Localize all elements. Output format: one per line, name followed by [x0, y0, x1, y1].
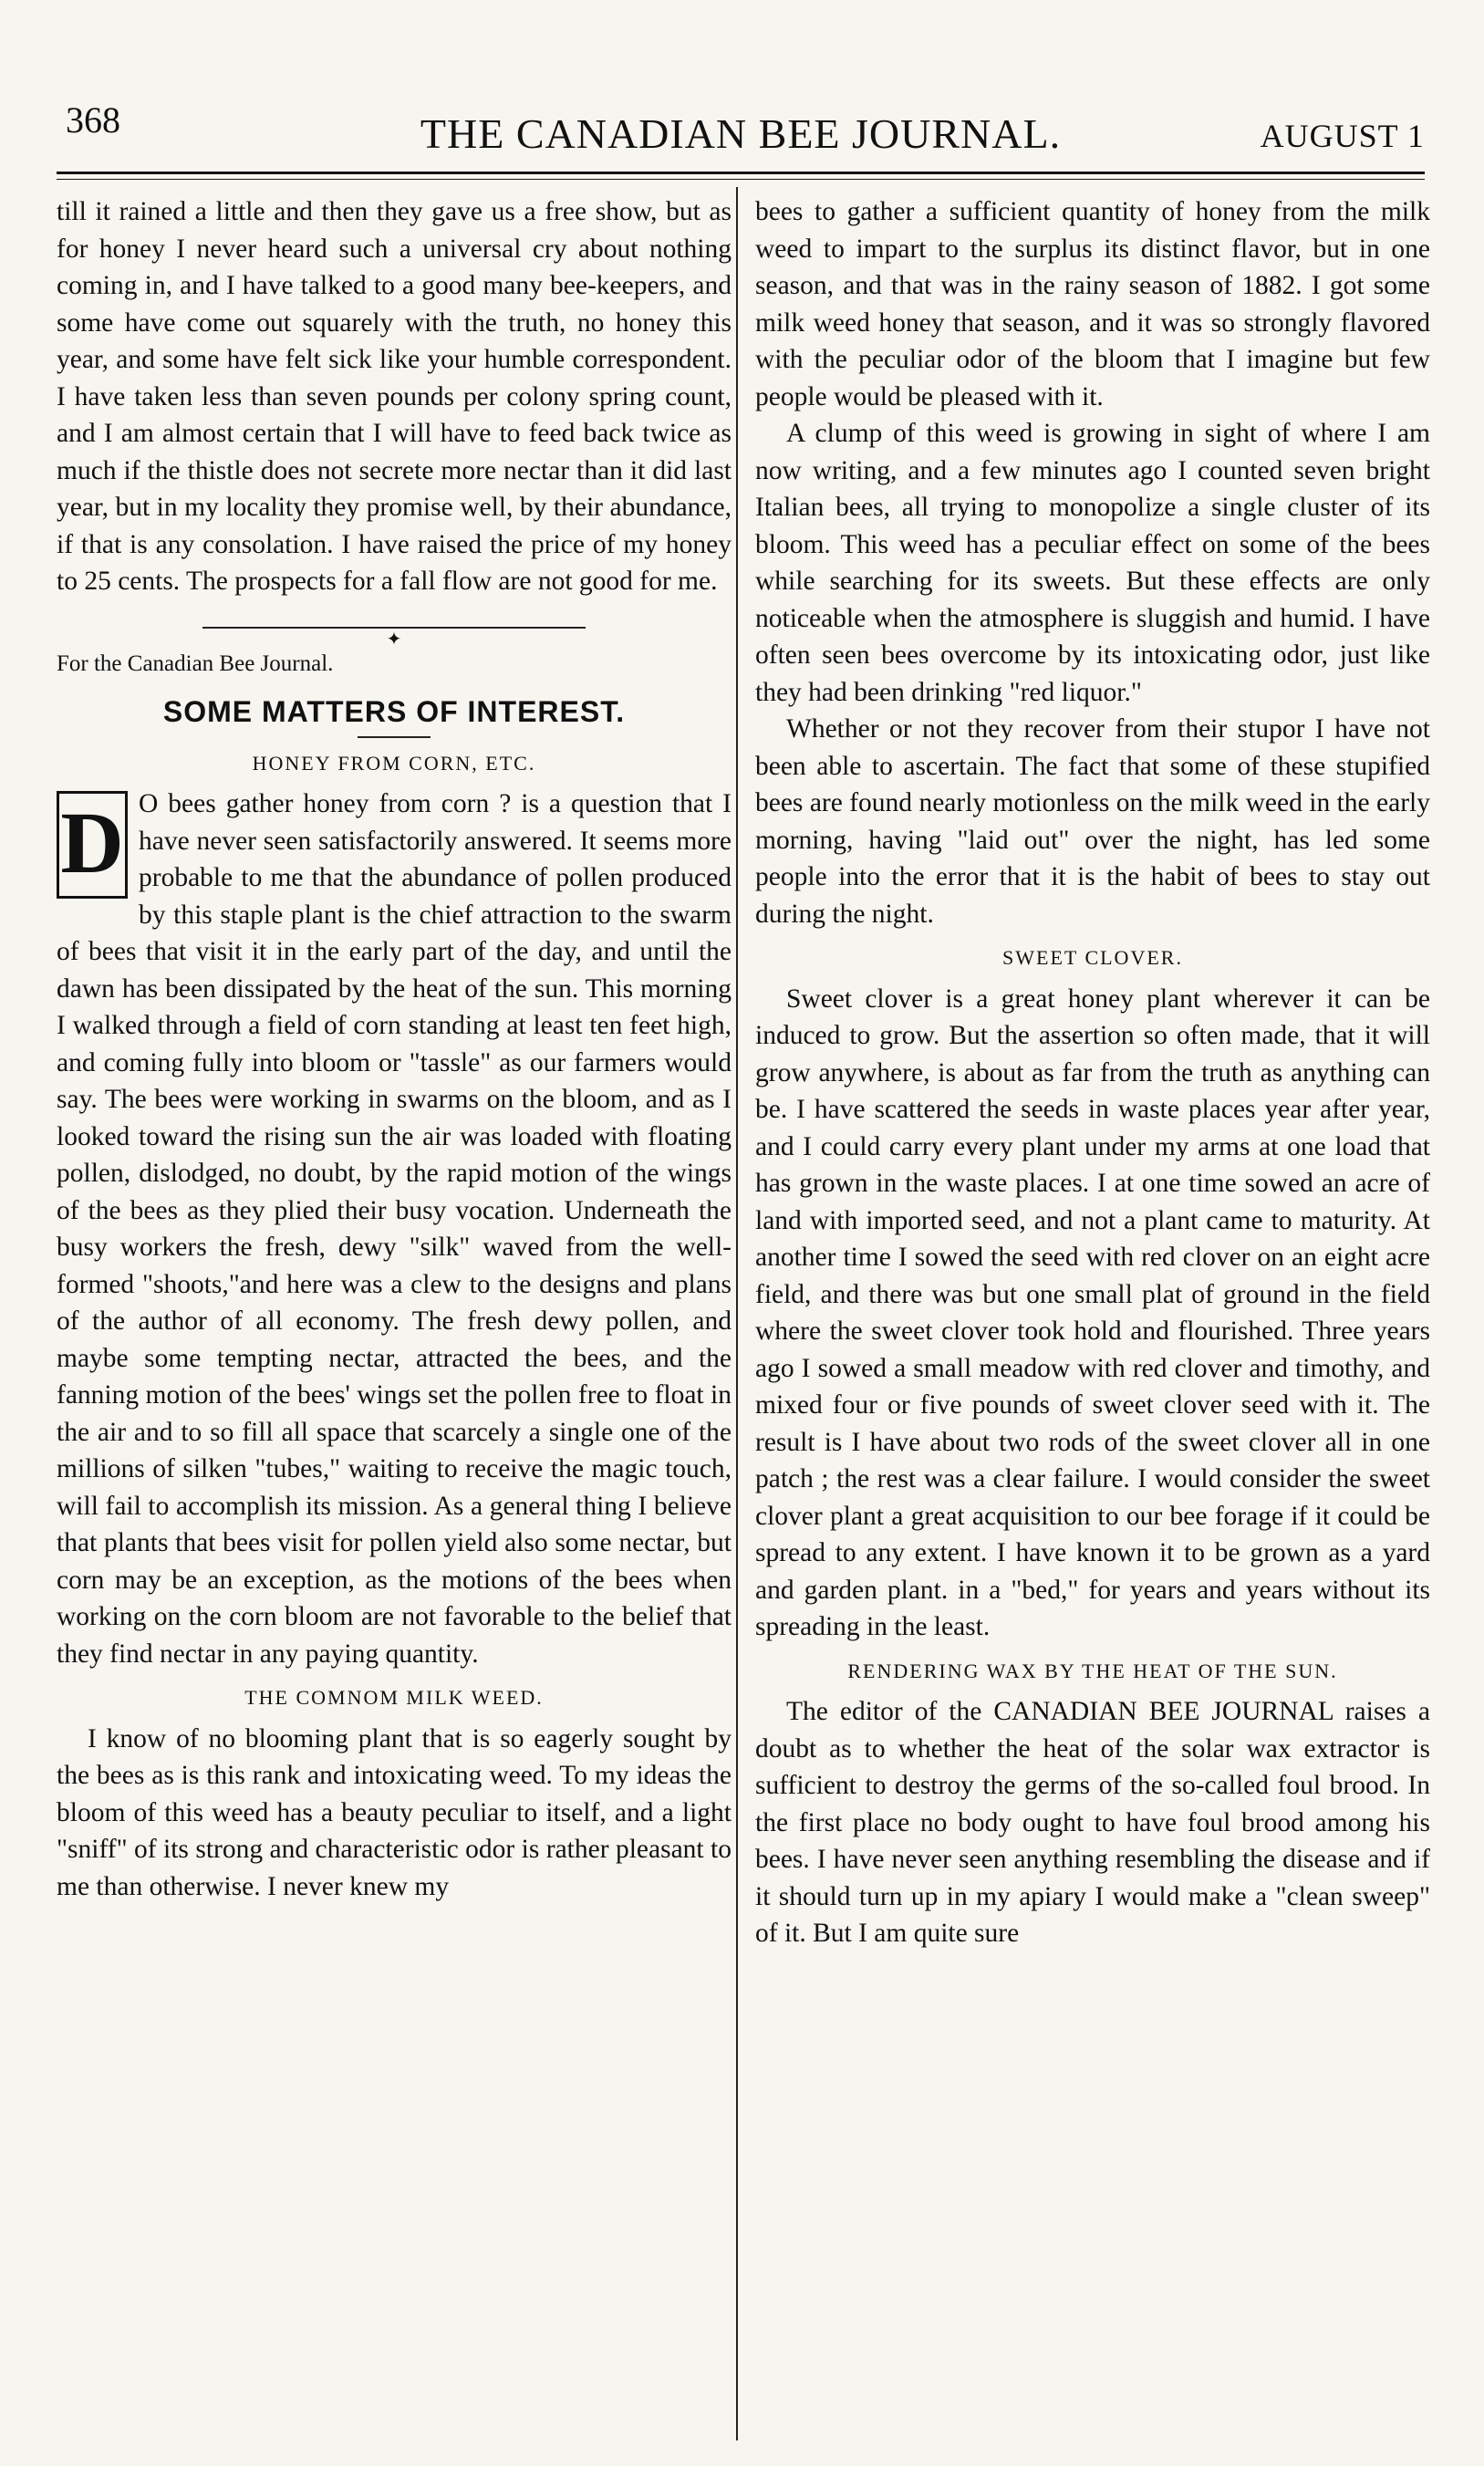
ornament-icon: ✦ [381, 630, 408, 650]
journal-title: THE CANADIAN BEE JOURNAL. [420, 110, 1062, 157]
article-title: SOME MATTERS OF INTEREST. [162, 695, 626, 728]
clump-paragraph: A clump of this weed is growing in sight of where I am now writing, and a few minutes ago I counted seven bright Italian bees, all trying to monopolize a single cluster of its bloom. This weed has a peculiar effect on some of the bees while searching for its sweets. But these effects are only noticeable when the atmosphere is sluggish and humid. I have often seen bees overcome by its intoxicating odor, just like they had been drinking "red liquor." [755, 419, 1430, 707]
left-column [57, 193, 732, 1905]
section-ornament [57, 619, 732, 650]
column-divider [736, 187, 738, 2440]
continuation-paragraph: till it rained a little and then they gave us a free show, but as for honey I never heard such a universal cry about nothing coming in, and I have talked to a good many bee-keepers, and some have come out squarely with the truth, no honey this year, and some have felt sick like your humble correspondent. I have taken less than seven pounds per colony spring count, and I am almost certain that I will have to feed back twice as much if the thistle does not secrete more nectar than it did last year, but in my locality they promise well, by their abundance, if that is any consolation. I have raised the price of my honey to 25 cents. The prospects for a fall flow are not good for me. [57, 197, 732, 596]
article-byline: For the Canadian Bee Journal. [57, 650, 334, 676]
subhead-sweet-clover: SWEET CLOVER. [1002, 946, 1183, 969]
sweet-clover-paragraph: Sweet clover is a great honey plant wherever it can be induced to grow. But the assertion so often made, that it will grow anywhere, is about as far from the truth as anything can be. I have scattered the seeds in waste places year after year, and I could carry every plant under my arms at one load that has grown in the waste places. I at one time sowed an acre of land with imported seed, and not a plant came to maturity. At another time I sowed the seed with red clover on an eight acre field, and there was but one small plat of ground in the field where the sweet clover took hold and flourished. Three years ago I sowed a small meadow with red clover and timothy, and mixed four or five pounds of sweet clover seed with it. The result is I have about two rods of the sweet clover all in one patch ; the rest was a clear failure. I would consider the sweet clover plant a great acquisition to our bee forage if it could be spread to any extent. I have known it to be grown as a yard and garden plant. in a "bed," for years and years without its spreading in the least. [755, 983, 1430, 1641]
page-number: 368 [66, 99, 120, 140]
stupor-paragraph: Whether or not they recover from their stupor I have not been able to ascertain. The fact that some of these stupified bees are found nearly motionless on the milk weed in the early morning, having "laid out" over the night, has led some people into the error that it is the habit of bees to stay out during the night. [755, 714, 1430, 929]
milkweed-paragraph: I know of no blooming plant that is so eagerly sought by the bees as is this rank and intoxicating weed. To my ideas the bloom of this weed has a beauty peculiar to itself, and a light "sniff" of its strong and characteristic odor is rather pleasant to me than otherwise. I never knew my [57, 1723, 732, 1901]
issue-date: AUGUST 1 [1260, 118, 1425, 154]
drop-cap: D [57, 791, 128, 899]
corn-paragraph [57, 786, 732, 1672]
right-column [755, 193, 1430, 1952]
rendering-wax-paragraph: The editor of the CANADIAN BEE JOURNAL raises a doubt as to whether the heat of the solar wax extractor is sufficient to destroy the germs of the so-called foul brood. In the first place no body ought to have foul brood among his bees. I have never seen anything resembling the disease and if it should turn up in my apiary I would make a "clean sweep" of it. But I am quite sure [755, 1697, 1430, 1948]
milkweed-continuation-paragraph: bees to gather a sufficient quantity of honey from the milk weed to impart to the surplus its distinct flavor, but in one season, and that was in the rainy season of 1882. I got some milk weed honey that season, and it was so strongly flavored with the peculiar odor of the bloom that I imagine but few people would be pleased with it. [755, 197, 1430, 411]
header-rule-thin [57, 179, 1425, 180]
subhead-milkweed: THE COMNOM MILK WEED. [244, 1686, 544, 1709]
subhead-rendering-wax: RENDERING WAX BY THE HEAT OF THE SUN. [847, 1659, 1338, 1682]
subhead-corn: HONEY FROM CORN, ETC. [252, 751, 536, 775]
page-header [57, 91, 1425, 155]
ornament-rule [202, 627, 586, 629]
header-rule-thick [57, 172, 1425, 174]
title-underline [358, 736, 431, 738]
corn-paragraph-text: O bees gather honey from corn ? is a question that I have never seen satisfactorily answered. It seems more probable to me that the abundance of pollen produced by this staple plant is the chief attraction to the swarm of bees that visit it in the early part of the day, and until the dawn has been dissipated by the heat of the sun. This morning I walked through a field of corn standing at least ten feet high, and coming fully into bloom or "tassle" as our farmers would say. The bees were working in swarms on the bloom, and as I looked toward the rising sun the air was loaded with floating pollen, dislodged, no doubt, by the rapid motion of the wings of the bees as they plied their busy vocation. Underneath the busy workers the fresh, dewy "silk" waved from the well-formed "shoots,"and here was a clew to the designs and plans of the author of all economy. The fresh dewy pollen, and maybe some tempting nectar, attracted the bees, and the fanning motion of the bees' wings set the pollen free to float in the air and to so fill all space that scarcely a single one of the millions of silken "tubes," waiting to receive the magic touch, will fail to accomplish its mission. As a general thing I believe that plants that bees visit for pollen yield also some nectar, but corn may be an exception, as the motions of the bees when working on the corn bloom are not favorable to the belief that they find nectar in any paying quantity. [57, 789, 732, 1669]
